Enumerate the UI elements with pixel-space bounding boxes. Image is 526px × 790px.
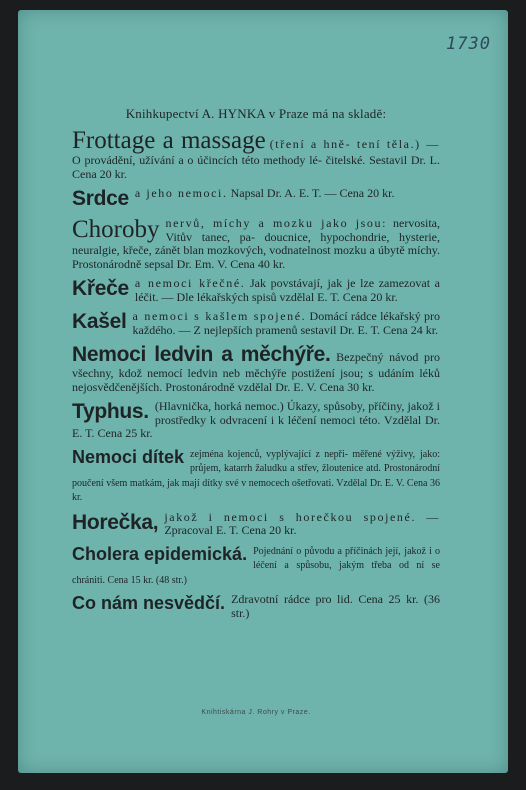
entry-subtitle: nervů, míchy a mozku jako jsou: [165, 216, 388, 230]
entry-text: Cena 25 kr. (36 str.) [231, 592, 440, 620]
entry-title: Křeče [72, 277, 129, 300]
entry-text: Napsal Dr. A. E. T. — Cena 20 kr. [230, 186, 395, 200]
entry-subtitle: Bezpečný návod pro [336, 350, 441, 364]
entry-subtitle: Pojednání o původu a příčinách její, [253, 545, 401, 557]
entry-subtitle: a jeho nemoci. [134, 186, 228, 200]
entry-title: Typhus. [72, 400, 149, 423]
entry-title: Choroby [72, 216, 160, 243]
entry-subtitle: a nemoci křečné. [134, 276, 246, 290]
entry-text: všechny, kdož nemocí ledvin neb měchýře postižení jsou; s udáním léků nejosvědčenějších. Prostonárodně vzdělal Dr. E. V. Cena 30 kr. [72, 366, 440, 394]
entry-text: Zpracoval E. T. Cena 20 kr. [164, 523, 297, 537]
entry-subtitle: jakož i nemoci s horečkou spojené. — [164, 509, 440, 524]
entry-title: Kašel [72, 310, 127, 333]
entry-subtitle: a nemoci s kašlem spojené. [132, 309, 307, 323]
entry-subtitle: Zdravotní rádce pro lid. [231, 592, 353, 606]
list-item [72, 217, 440, 271]
list-item [72, 400, 440, 441]
entry-text: jakož i o léčení a spůsobu, jakým třeba od ní se chrániti. Cena 15 kr. (48 str.) [72, 545, 440, 586]
entry-title: Nemoci ledvin a měchýře. [72, 343, 331, 366]
entry-title: Co nám nesvědčí. [72, 593, 226, 613]
booklet-back-cover [18, 10, 508, 773]
entry-title: Cholera epidemická. [72, 543, 248, 564]
entry-text: Úkazy, spůsoby, příčiny, jakož i prostředky k odvracení i k léčení nemoci této. Vzdělal Dr. E. T. Cena 25 kr. [72, 399, 440, 440]
printer-imprint: Knihtiskárna J. Rohry v Praze. [201, 709, 311, 716]
list-item [72, 187, 440, 211]
handwritten-number: 1730 [446, 34, 491, 54]
list-item [72, 343, 440, 394]
entry-title: Frottage a massage [72, 127, 266, 154]
list-item [72, 277, 440, 304]
entry-subtitle: (tření a hně- tení těla.) — [269, 137, 440, 151]
entry-text: O provádění, užívání a o účincích této methody lé- čitelské. Sestavil Dr. L. Cena 20 kr. [72, 153, 440, 181]
entry-text: Jak povstávají, jak je lze zamezovat a léčit. — Dle lékařských spisů vzdělal E. T. Cena 20 kr. [134, 276, 440, 304]
entry-subtitle: (Hlavnička, horká nemoc.) [154, 399, 284, 413]
list-item [72, 511, 440, 538]
list-item [72, 544, 440, 588]
entry-title: Horečka, [72, 510, 159, 534]
list-item [72, 447, 440, 505]
entry-text: nervosita, Vitův tanec, pa- doucnice, hypochondrie, hysterie, neuralgie, křeče, zánět blan mozkových, vodnatelnost mozku a úbytě míchy. Prostonárodně sepsal Dr. Em. V. Cena 40 kr. [72, 216, 440, 271]
list-item [72, 128, 440, 181]
list-item [72, 310, 440, 337]
entry-subtitle: zejména kojenců, vyplývající z nepři- měřené výživy, [190, 448, 416, 460]
list-item [72, 593, 440, 620]
advertisement-list [72, 106, 441, 716]
entry-text: jako: průjem, katarrh žaludku a střev, žloutenice atd. Prostonárodní poučení všem matkám, jak mají dítky své v nemocech ošetřovati. Vzdělal Dr. E. V. Cena 36 kr. [72, 448, 440, 503]
intro-line: Knihkupectví A. HYNKA v Praze má na skladě: [125, 106, 387, 121]
entry-text: Domácí rádce lékařský pro každého. — Z nejlepších pramenů sestavil Dr. E. T. Cena 24 kr. [132, 309, 441, 337]
entry-title: Nemoci dítek [72, 446, 185, 467]
entry-title: Srdce [72, 187, 129, 210]
